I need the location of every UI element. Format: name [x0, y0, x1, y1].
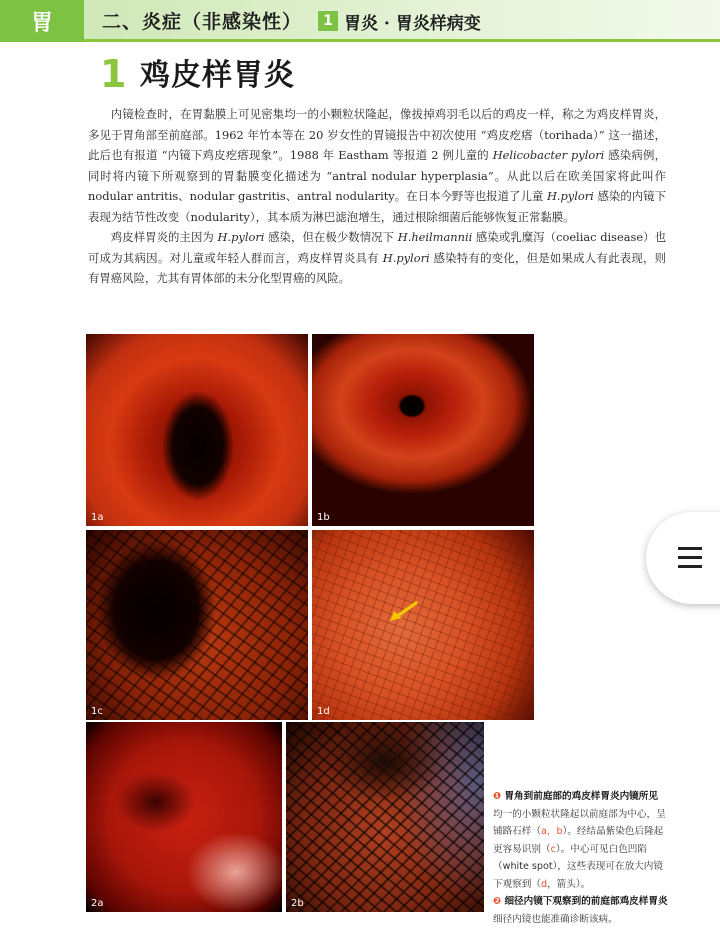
section-title: 二、炎症（非感染性）	[102, 11, 303, 33]
caption-heading-1: 胃角到前庭部的鸡皮样胃炎内镜所见	[501, 791, 658, 802]
paragraph-1: 内镜检查时，在胃黏膜上可见密集均一的小颗粒状隆起，像拔掉鸡羽毛以后的鸡皮一样，称之为鸡皮样胃炎，多见于胃角部至前庭部。1962 年竹本等在 20 岁女性的胃镜报告中初次使用 “鸡皮疙瘩（torihada）” 这一描述，此后也有报道 “内镜下鸡皮疙瘩现象”。1988 年 Eastham 等报道 2 例儿童的 Helicobacter pylori 感染病例，同时将内镜下所观察到的胃黏膜变化描述为 “antral nodular hyperplasia”。从此以后在欧美国家将此叫作 nodular antritis、nodular gastritis、antral nodularity。在日本今野等也报道了儿童 H.pylori 感染的内镜下表现为结节性改变（nodularity），其本质为淋巴滤泡增生，通过根除细菌后能够恢复正常黏膜。	[88, 107, 667, 224]
caption-number-1: ❶	[493, 791, 502, 802]
caption-heading-2: 细径内镜下观察到的前庭部鸡皮样胃炎	[501, 896, 668, 907]
caption-number-2: ❷	[493, 896, 502, 907]
species-name: Helicobacter pylori	[492, 148, 605, 162]
endoscopy-image-1c	[86, 530, 308, 720]
species-name: H.pylori	[217, 230, 265, 244]
figure-ref: a，b	[540, 826, 563, 837]
figure-ref: d	[540, 878, 548, 890]
figure-label: 1d	[317, 706, 330, 717]
endoscopy-image-1b	[312, 334, 534, 526]
figure-caption: ❶ 胃角到前庭部的鸡皮样胃炎内镜所见 均一的小颗粒状隆起以前庭部为中心，呈铺路石样（a，b）。经结晶紫染色后隆起更容易识别（c）。中心可见白色凹陷（white spot），这些表现可在放大内镜下观察到（d，箭头）。 ❷ 细径内镜下观察到的前庭部鸡皮样胃炎 细径内镜也能准确诊断该病。	[493, 791, 678, 925]
endoscopy-image-2a	[86, 722, 282, 912]
yellow-arrow-icon	[388, 601, 418, 623]
figure-label: 1b	[317, 512, 330, 523]
article-body	[88, 104, 666, 289]
figure-ref: c	[550, 843, 556, 855]
chapter-title: 胃炎 · 胃炎样病变	[344, 14, 481, 34]
chapter-number: 1	[318, 11, 338, 31]
endoscopy-image-1d	[312, 530, 534, 720]
endoscopy-image-2b	[286, 722, 484, 912]
figure-label: 2b	[291, 898, 304, 909]
figure-label: 2a	[91, 898, 104, 909]
chapter-tab: 胃	[0, 0, 84, 42]
paragraph-2: 鸡皮样胃炎的主因为 H.pylori 感染，但在极少数情况下 H.heilmannii 感染或乳糜泻（coeliac disease）也可成为其病因。对儿童或年轻人群而言，鸡皮样胃炎具有 H.pylori 感染特有的变化，但是如果成人有此表现，则有胃癌风险，尤其有胃体部的未分化型胃癌的风险。	[88, 230, 667, 285]
species-name: H.pylori	[546, 189, 594, 203]
article-number: 1	[100, 52, 127, 96]
species-name: H.pylori	[382, 250, 430, 265]
hamburger-menu-icon[interactable]	[678, 547, 702, 569]
page-header	[0, 0, 720, 42]
article-title: 鸡皮样胃炎	[140, 58, 295, 93]
species-name: H.heilmannii	[397, 230, 473, 244]
endoscopy-image-1a	[86, 334, 308, 526]
menu-button[interactable]	[646, 512, 720, 604]
figure-label: 1a	[91, 512, 104, 523]
figure-label: 1c	[91, 706, 103, 717]
